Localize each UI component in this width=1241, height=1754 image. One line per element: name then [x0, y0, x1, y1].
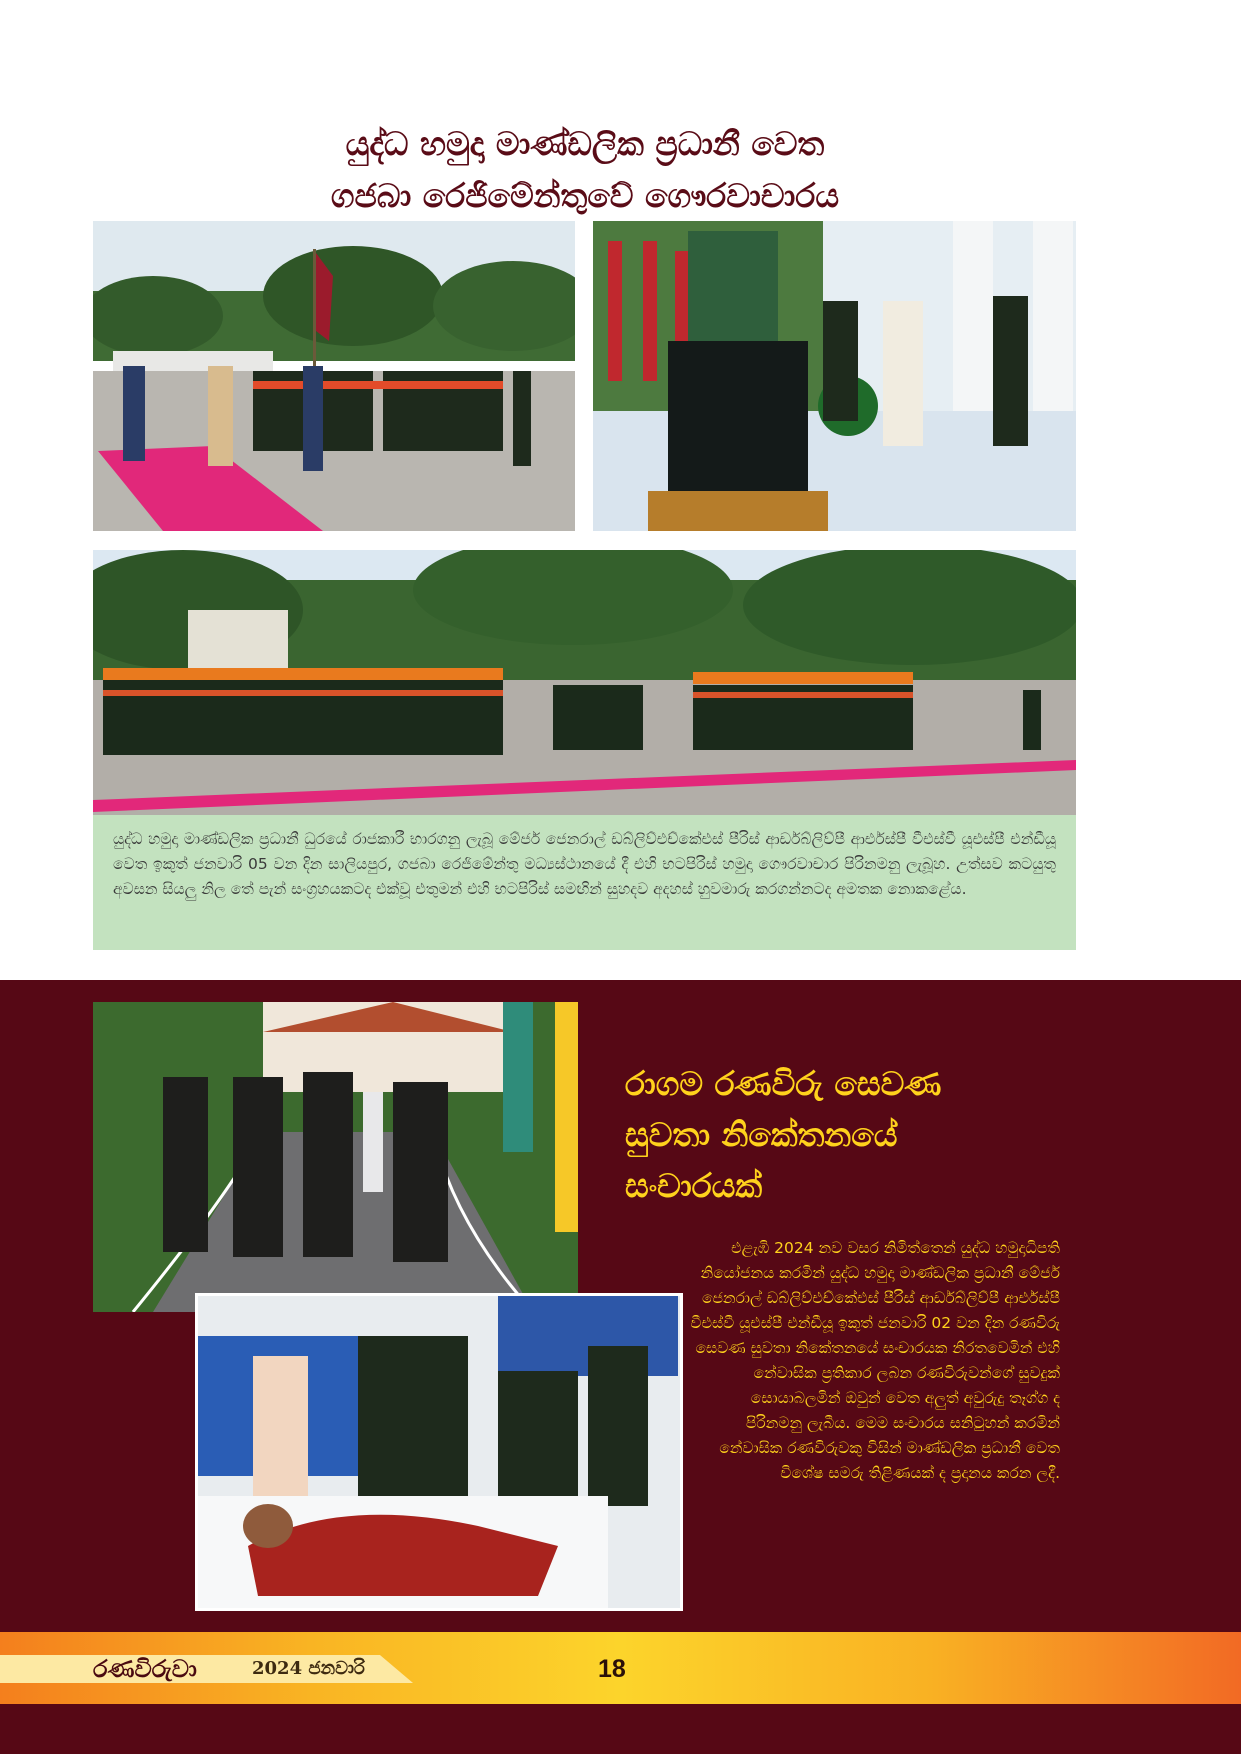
- magazine-brand: රණවිරුවා: [93, 1654, 197, 1683]
- top-article-caption-box: [93, 815, 1076, 950]
- top-title-line-1: යුද්ධ හමුදා මාණ්ඩලික ප්‍රධානී වෙත: [345, 124, 825, 163]
- page-number: 18: [598, 1655, 626, 1683]
- bottom-title-line-1: රාගම රණවිරු සෙවණ: [625, 1064, 942, 1103]
- officers-walking-photo: [93, 1002, 578, 1312]
- hospital-visit-photo: [195, 1293, 683, 1611]
- bottom-title-line-2: සුවතා නිකේතනයේ: [625, 1115, 898, 1154]
- memorial-salute-photo: [593, 221, 1076, 531]
- top-title-line-2: ගජබා රෙජිමේන්තුවේ ගෞරවාචාරය: [330, 176, 840, 215]
- bottom-article-text: එළැඹි 2024 නව වසර නිමිත්තෙන් යුද්ධ හමුදාධිපති නියෝජනය කරමින් යුද්ධ හමුදා මාණ්ඩලික ප්‍රධානී මේජර් ජෙනරාල් ඩබ්ලිව්එච්කේඑස් පීරිස් ආර්ඩබ්ලිව්පී ආර්එස්පී වීඑස්වී යූඑස්පී එන්ඩීයූ ඉකුත් ජනවාරි 02 වන දින රණවිරු සෙවණ සුවතා නිකේතනයේ සංචාරයක නිරතවෙමින් එහි නේවාසික ප්‍රතිකාර ලබන රණවිරුවන්ගේ සුවදුක් සොයාබලමින් ඔවුන් වෙත අලුත් අවුරුදු තෑග්ග ද පිරිනමනු ලැබීය. මෙම සංචාරය සනිටුහන් කරමින් නේවාසික රණවිරුවකු විසින් මාණ්ඩලික ප්‍රධානී වෙත විශේෂ සමරු තිළිණයක් ද ප්‍රදානය කරන ලදී.: [690, 1239, 1060, 1482]
- top-article-title: [150, 118, 1020, 222]
- top-article-caption: යුද්ධ හමුදා මාණ්ඩලික ප්‍රධානී ධුරයේ රාජකාරී භාරගනු ලැබූ මේජර් ජෙනරාල් ඩබ්ලිව්එච්කේඑස් පීරිස් ආර්ඩබ්ලිව්පී ආර්එස්පී වීඑස්වී යූඑස්පී එන්ඩීයූ වෙත ඉකුත් ජනවාරි 05 වන දින සාලියපුර, ගජබා රෙජිමේන්තු මධ්‍යස්ථානයේ දී එහි භටපිරිස් හමුදා ගෞරවාචාර පිරිනමනු ලැබූහ. උත්සව කටයුතු අවසන සියලු නිල තේ පැන් සංග්‍රහයකටද එක්වූ එතුමන් එහි භටපිරිස් සමඟින් සුහදව අදහස් හුවමාරු කරගන්නටද අමතක නොකළේය.: [113, 830, 1056, 898]
- bottom-article-body: [690, 1236, 1060, 1486]
- bottom-title-line-3: සංචාරයක්: [625, 1166, 763, 1205]
- regiment-parade-photo: [93, 550, 1076, 815]
- guard-of-honour-photo: [93, 221, 575, 531]
- issue-date: 2024 ජනවාරි: [252, 1658, 365, 1679]
- bottom-article-title: [625, 1058, 1065, 1211]
